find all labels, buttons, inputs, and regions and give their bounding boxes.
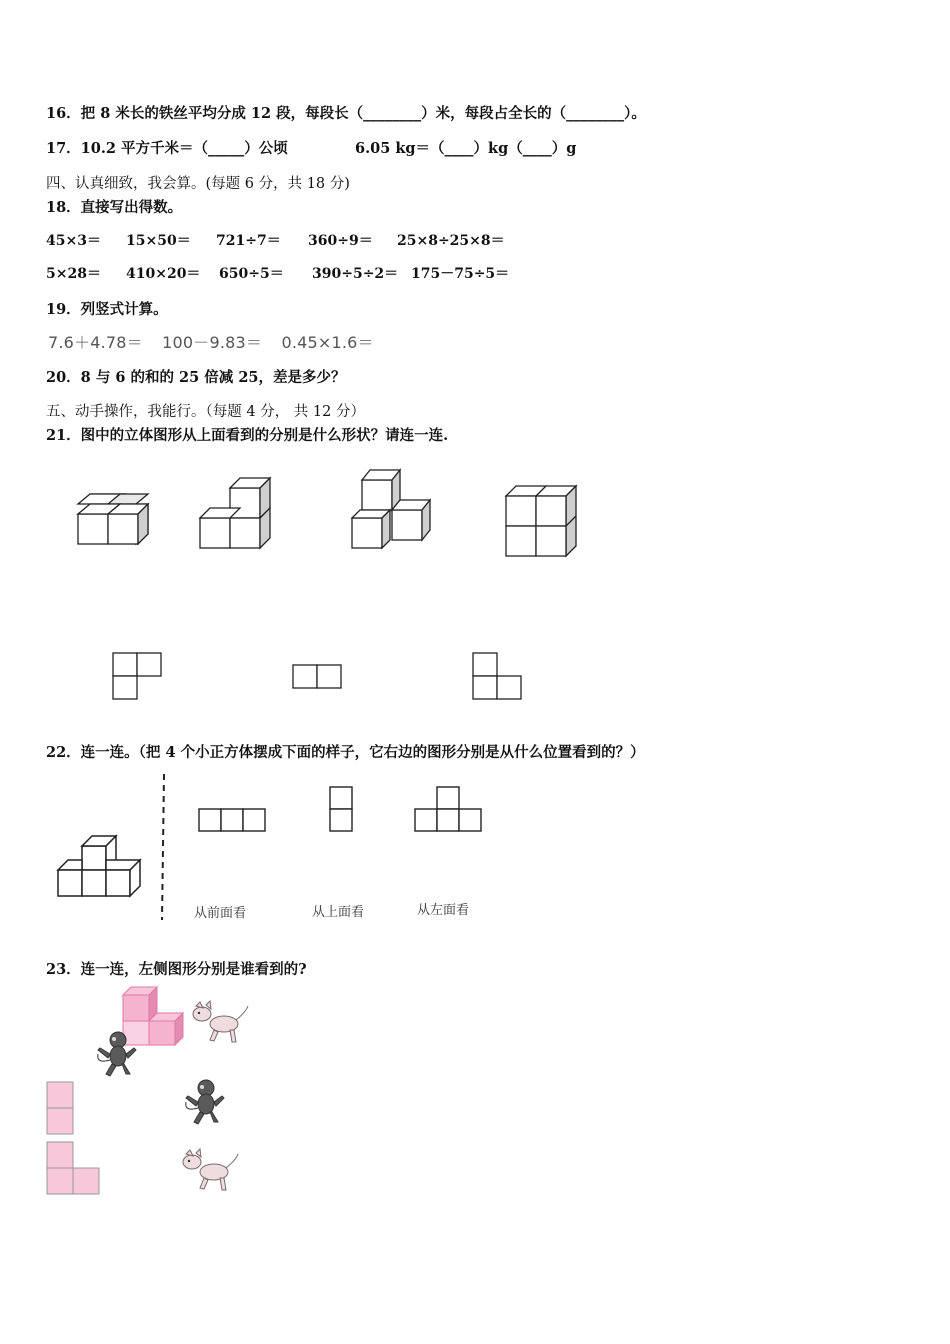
question-20: 20．8 与 6 的和的 25 倍减 25，差是多少？ <box>46 369 346 386</box>
vertical-calc-item: 100－9.83＝ <box>162 333 263 352</box>
calc-item: 410×20＝ <box>126 266 201 282</box>
q22-dashed-divider <box>160 774 168 920</box>
calc-item: 15×50＝ <box>126 233 191 249</box>
q21-solid-3 <box>350 468 434 552</box>
dog-icon <box>180 1148 240 1194</box>
q21-top-view-3 <box>472 652 522 700</box>
q21-top-view-1 <box>112 652 162 700</box>
question-21-title: 21．图中的立体图形从上面看到的分别是什么形状？请连一连. <box>46 427 449 444</box>
question-22-title: 22．连一连。（把 4 个小正方体摆成下面的样子，它右边的图形分别是从什么位置看到的？） <box>46 744 645 761</box>
q23-view-column <box>46 1081 74 1135</box>
calc-item: 390÷5÷2＝ <box>312 266 399 282</box>
vertical-calc-row <box>48 330 388 353</box>
q21-solid-2 <box>198 476 274 550</box>
q22-view-left <box>414 786 482 832</box>
question-19-title: 19．列竖式计算。 <box>46 301 168 318</box>
q22-label-left: 从左面看 <box>417 903 470 918</box>
section-4-title: 四、认真细致，我会算。(每题 6 分，共 18 分) <box>46 176 350 192</box>
q22-label-top: 从上面看 <box>312 905 365 920</box>
calc-item: 25×8÷25×8＝ <box>397 233 505 249</box>
calc-item: 175－75÷5＝ <box>411 266 510 282</box>
q21-solid-1 <box>76 492 152 546</box>
q22-view-top <box>329 786 353 832</box>
vertical-calc-item: 7.6＋4.78＝ <box>48 333 143 352</box>
question-17-part2: 6.05 kg＝（____）kg（____）g <box>355 140 577 157</box>
question-23-title: 23．连一连，左侧图形分别是谁看到的? <box>46 961 307 978</box>
q23-view-l-shape <box>46 1141 100 1195</box>
q22-view-front <box>198 808 266 832</box>
vertical-calc-item: 0.45×1.6＝ <box>281 333 374 352</box>
monkey-icon <box>92 1030 140 1078</box>
dog-icon <box>190 1000 250 1046</box>
q21-solid-4 <box>504 484 580 558</box>
q22-solid <box>54 832 150 902</box>
monkey-icon <box>180 1078 228 1126</box>
calc-item: 5×28＝ <box>46 266 101 282</box>
calc-item: 721÷7＝ <box>216 233 281 249</box>
q21-top-view-2 <box>292 664 342 689</box>
question-16: 16．把 8 米长的铁丝平均分成 12 段，每段长（________）米，每段占全长的（________）。 <box>46 105 646 122</box>
section-5-title: 五、动手操作，我能行。（每题 4 分， 共 12 分） <box>46 404 365 420</box>
question-18-title: 18．直接写出得数。 <box>46 199 183 216</box>
calc-item: 650÷5＝ <box>219 266 284 282</box>
q22-label-front: 从前面看 <box>194 906 247 921</box>
calc-item: 45×3＝ <box>46 233 101 249</box>
question-17-part1: 17．10.2 平方千米＝（_____）公顷 <box>46 140 288 157</box>
calc-item: 360÷9＝ <box>308 233 373 249</box>
